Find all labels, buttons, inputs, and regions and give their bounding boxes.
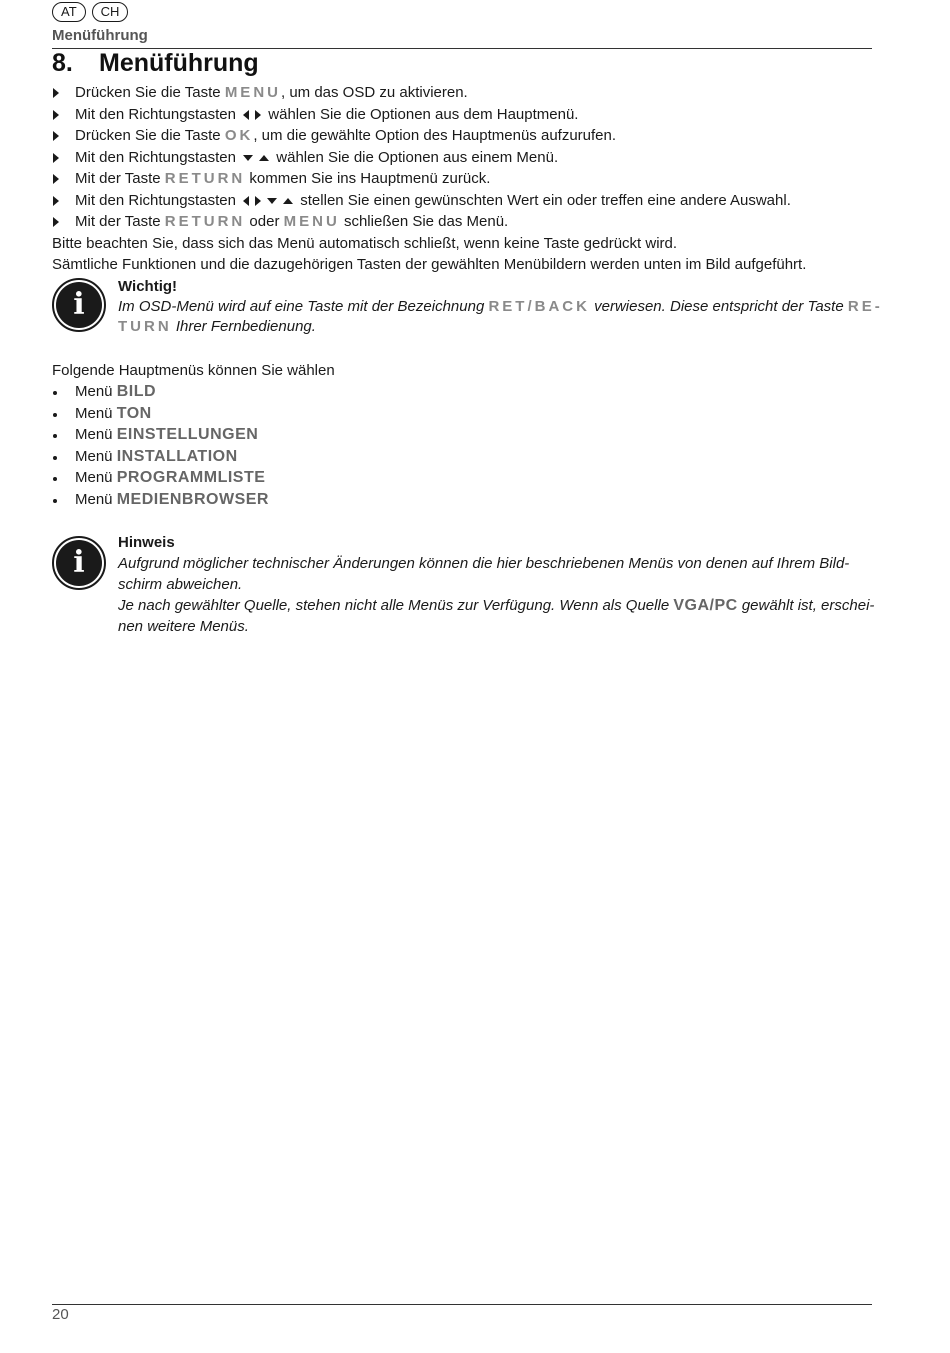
source-label-vga-pc: VGA/PC: [673, 597, 738, 614]
page-number: 20: [52, 1306, 69, 1323]
key-label-menu: MENU: [283, 213, 340, 230]
step-text: Mit den Richtungstasten: [75, 105, 236, 123]
note-line: Aufgrund möglicher technischer Änderungen können die hier beschriebenen Menüs von denen auf Ihrem Bild-: [118, 555, 850, 572]
key-label-return-part1: RE-: [847, 297, 883, 315]
arrow-right-icon: [53, 217, 59, 227]
step-text: wählen Sie die Optionen aus einem Menü.: [276, 148, 559, 166]
list-item: [52, 403, 872, 425]
note-line: schirm abweichen.: [118, 576, 243, 593]
menu-name: MEDIENBROWSER: [116, 490, 269, 508]
arrow-right-icon: [53, 131, 59, 141]
list-item: [52, 424, 872, 446]
bullet-dot: [53, 456, 57, 460]
note-text-part: Im OSD-Menü wird auf eine Taste mit der Bezeichnung: [118, 297, 489, 315]
arrow-up-icon: [283, 198, 293, 204]
important-note: [52, 276, 883, 340]
key-label-return: RETURN: [164, 213, 246, 230]
step-item: [52, 147, 872, 169]
step-text: Mit den Richtungstasten: [75, 191, 236, 209]
bullet-dot: [53, 413, 57, 417]
step-text: wählen Sie die Optionen aus dem Hauptmenü.: [268, 105, 579, 123]
arrow-right-icon: [53, 196, 59, 206]
menu-prefix: Menü: [75, 447, 113, 465]
step-item: [52, 125, 872, 147]
step-text: Mit der Taste: [75, 213, 165, 230]
menu-name: BILD: [116, 383, 157, 400]
step-text: , um das OSD zu aktivieren.: [280, 84, 468, 101]
note-text-part: gewählt ist, erschei-: [737, 597, 875, 614]
arrow-left-icon: [243, 110, 249, 120]
step-text: schließen Sie das Menü.: [339, 213, 509, 230]
menu-prefix: Menü: [75, 469, 113, 486]
arrow-down-icon: [243, 155, 253, 161]
info-icon: i: [52, 278, 106, 332]
country-badge-ch: CH: [92, 2, 129, 22]
note-text-part: Je nach gewählter Quelle, stehen nicht alle Menüs zur Verfügung. Wenn als Quelle: [118, 597, 674, 614]
bullet-dot: [53, 499, 57, 503]
step-list: [52, 82, 872, 233]
note-text-part: Ihrer Fernbedienung.: [171, 317, 316, 335]
arrow-right-icon: [255, 110, 261, 120]
arrow-up-icon: [259, 155, 269, 161]
step-text: Mit den Richtungstasten: [75, 148, 236, 166]
step-text: Drücken Sie die Taste: [75, 84, 225, 101]
note-text-part: verwiesen. Diese entspricht der Taste: [589, 297, 848, 315]
arrow-right-icon: [53, 88, 59, 98]
arrow-right-icon: [53, 174, 59, 184]
arrow-down-icon: [267, 198, 277, 204]
manual-page: [52, 0, 883, 1353]
arrow-right-icon: [53, 110, 59, 120]
step-item: [52, 104, 872, 126]
bullet-dot: [53, 477, 57, 481]
step-text: oder: [245, 213, 284, 230]
menu-prefix: Menü: [75, 426, 113, 443]
bullet-dot: [53, 434, 57, 438]
content: [52, 82, 883, 637]
menu-prefix: Menü: [75, 490, 113, 508]
arrow-right-icon: [255, 196, 261, 206]
chapter-number: 8.: [52, 49, 73, 77]
note-title: Wichtig!: [118, 277, 178, 295]
note-text: [118, 553, 875, 637]
note-text: [118, 297, 883, 337]
arrow-left-icon: [243, 196, 249, 206]
menu-prefix: Menü: [75, 383, 113, 400]
list-item: [52, 467, 872, 489]
key-label-ok: OK: [224, 127, 254, 144]
menu-list: [52, 381, 872, 510]
list-item: [52, 381, 872, 403]
step-item: [52, 168, 872, 190]
list-item: [52, 489, 872, 511]
step-text: Mit der Taste: [75, 170, 165, 187]
note-title: Hinweis: [118, 534, 175, 551]
menus-intro: Folgende Hauptmenüs können Sie wählen: [52, 361, 335, 379]
step-item: [52, 82, 872, 104]
paragraph: Bitte beachten Sie, dass sich das Menü automatisch schließt, wenn keine Taste gedrückt wird.: [52, 234, 678, 252]
country-badge-at: AT: [52, 2, 86, 22]
arrow-right-icon: [53, 153, 59, 163]
menu-name: TON: [116, 404, 152, 422]
note-line: nen weitere Menüs.: [118, 618, 249, 635]
menu-name: EINSTELLUNGEN: [116, 426, 259, 443]
bullet-dot: [53, 391, 57, 395]
country-badges: [52, 2, 128, 22]
menu-name: PROGRAMMLISTE: [116, 469, 266, 486]
key-label-return-part2: TURN: [118, 317, 172, 335]
step-text: kommen Sie ins Hauptmenü zurück.: [245, 170, 491, 187]
info-icon: i: [52, 536, 106, 590]
step-item: [52, 190, 872, 212]
chapter-title-text: Menüführung: [99, 49, 259, 77]
footer-rule: [52, 1304, 872, 1305]
section-header: Menüführung: [52, 27, 148, 44]
step-text: , um die gewählte Option des Hauptmenüs aufzurufen.: [253, 127, 617, 144]
step-text: Drücken Sie die Taste: [75, 127, 225, 144]
menu-name: INSTALLATION: [116, 447, 238, 465]
key-label-return: RETURN: [164, 170, 246, 187]
paragraph: Sämtliche Funktionen und die dazugehörigen Tasten der gewählten Menübildern werden unten im Bild aufgeführt.: [52, 256, 807, 273]
menu-prefix: Menü: [75, 404, 113, 422]
key-label-ret-back: RET/BACK: [488, 297, 590, 315]
step-text: stellen Sie einen gewünschten Wert ein oder treffen eine andere Auswahl.: [300, 191, 791, 209]
key-label-menu: MENU: [224, 84, 281, 101]
hint-note: [52, 532, 875, 637]
chapter-title: [52, 49, 259, 78]
list-item: [52, 446, 872, 468]
step-item: [52, 211, 872, 233]
